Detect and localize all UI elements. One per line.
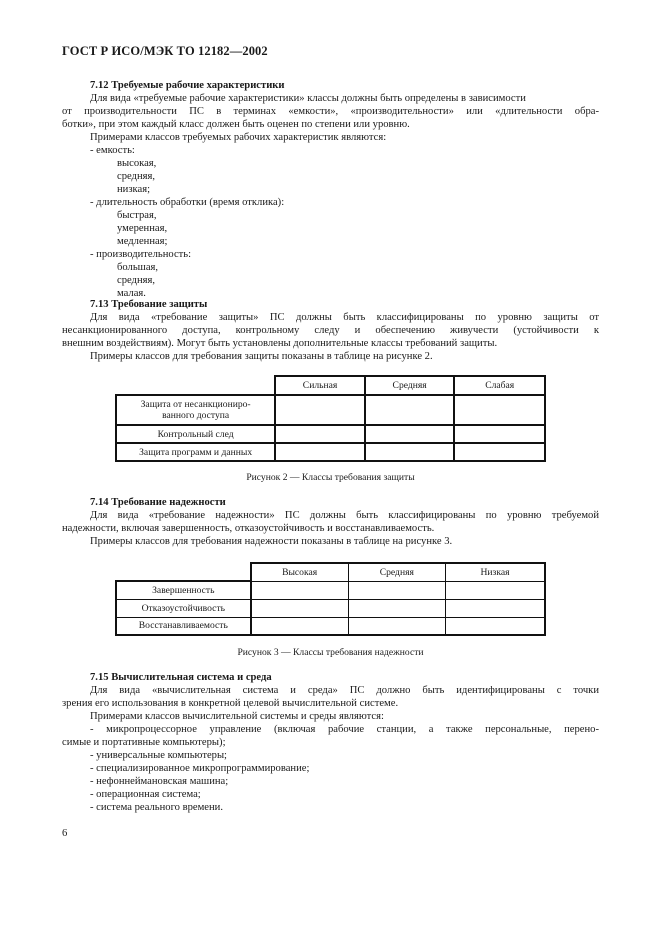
list-item: средняя, — [117, 275, 156, 286]
table-cell — [365, 425, 455, 443]
list-group-label: - длительность обработки (время отклика): — [90, 197, 285, 208]
row-header: Контрольный след — [116, 425, 275, 443]
figure-2-caption: Рисунок 2 — Классы требования защиты — [246, 472, 415, 483]
column-header: Сильная — [275, 376, 365, 395]
table-cell — [454, 443, 545, 461]
sec715-para-line-2: зрения его использования в конкретной целевой вычислительной системе. — [62, 698, 399, 709]
row-header: Завершенность — [116, 581, 251, 599]
figure-3-caption: Рисунок 3 — Классы требования надежности — [237, 647, 424, 658]
sec715-intro: Примерами классов вычислительной системы и среды являются: — [90, 711, 384, 722]
column-header: Низкая — [446, 563, 545, 581]
table-corner — [116, 563, 251, 581]
list-group-label: - производительность: — [90, 249, 192, 260]
sec714-para-2: Примеры классов для требования надежности показаны в таблице на рисунке 3. — [90, 536, 453, 547]
table-corner — [116, 376, 275, 395]
column-header: Средняя — [365, 376, 455, 395]
column-header: Слабая — [454, 376, 545, 395]
list-item: - специализированное микропрограммирование; — [90, 763, 310, 774]
list-item: высокая, — [117, 158, 157, 169]
section-7-13-heading: 7.13 Требование защиты — [90, 299, 208, 310]
table-cell — [446, 581, 545, 599]
list-item: средняя, — [117, 171, 156, 182]
list-item: малая. — [117, 288, 146, 299]
table-cell — [446, 617, 545, 635]
sec713-para-line-2: несанкционированного доступа, контрольному следу и обеспечению живучести (устойчивости к — [62, 325, 599, 336]
row-header: Защита от несанкциониро- ванного доступа — [116, 395, 275, 425]
list-item: - система реального времени. — [90, 802, 223, 813]
list-item: - нефоннеймановская машина; — [90, 776, 229, 787]
list-item: медленная; — [117, 236, 168, 247]
list-item: низкая; — [117, 184, 151, 195]
list-item: быстрая, — [117, 210, 157, 221]
table-cell — [251, 599, 348, 617]
section-7-12-heading: 7.12 Требуемые рабочие характеристики — [90, 80, 285, 91]
column-header: Высокая — [251, 563, 348, 581]
reliability-classes-table — [115, 562, 546, 636]
list-item: большая, — [117, 262, 159, 273]
list-item: - микропроцессорное управление (включая рабочие станции, а также персональные, перено- — [90, 724, 599, 735]
table-cell — [348, 599, 445, 617]
list-item: умеренная, — [117, 223, 168, 234]
sec715-para-line-1: Для вида «вычислительная система и среда» ПС должно быть идентифицированы с точки — [90, 685, 599, 696]
table-cell — [454, 395, 545, 425]
table-cell — [275, 443, 365, 461]
page-number: 6 — [62, 828, 68, 839]
list-item: - операционная система; — [90, 789, 201, 800]
table-cell — [251, 581, 348, 599]
section-7-14-heading: 7.14 Требование надежности — [90, 497, 226, 508]
table-cell — [275, 425, 365, 443]
sec713-para-line-3: внешним воздействиям). Могут быть установлены дополнительные классы требований защиты. — [62, 338, 498, 349]
list-group-label: - емкость: — [90, 145, 135, 156]
table-cell — [348, 617, 445, 635]
row-header: Отказоустойчивость — [116, 599, 251, 617]
sec713-para-line-1: Для вида «требование защиты» ПС должны быть классифицированы по уровню защиты от — [90, 312, 599, 323]
row-header: Восстанавливаемость — [116, 617, 251, 635]
list-item-continuation: симые и портативные компьютеры); — [62, 737, 226, 748]
row-header: Защита программ и данных — [116, 443, 275, 461]
table-cell — [454, 425, 545, 443]
sec712-para-line-1: Для вида «требуемые рабочие характеристики» классы должны быть определены в зависимости — [90, 93, 526, 104]
table-cell — [365, 443, 455, 461]
sec714-para-line-2: надежности, включая завершенность, отказоустойчивость и восстанавливаемость. — [62, 523, 435, 534]
protection-classes-table — [115, 375, 546, 462]
table-cell — [251, 617, 348, 635]
sec712-para-line-2: от производительности ПС в терминах «емкости», «производительности» или «длительности обра- — [62, 106, 599, 117]
document-header: ГОСТ Р ИСО/МЭК ТО 12182—2002 — [62, 44, 268, 58]
table-cell — [365, 395, 455, 425]
list-item: - универсальные компьютеры; — [90, 750, 228, 761]
section-7-15-heading: 7.15 Вычислительная система и среда — [90, 672, 272, 683]
sec712-intro: Примерами классов требуемых рабочих характеристик являются: — [90, 132, 387, 143]
table-cell — [348, 581, 445, 599]
sec714-para-line-1: Для вида «требование надежности» ПС должны быть классифицированы по уровню требуемой — [90, 510, 599, 521]
sec712-para-line-3: ботки», при этом каждый класс должен быть оценен по степени или уровню. — [62, 119, 410, 130]
table-cell — [275, 395, 365, 425]
sec713-para-2: Примеры классов для требования защиты показаны в таблице на рисунке 2. — [90, 351, 433, 362]
table-cell — [446, 599, 545, 617]
column-header: Средняя — [348, 563, 445, 581]
